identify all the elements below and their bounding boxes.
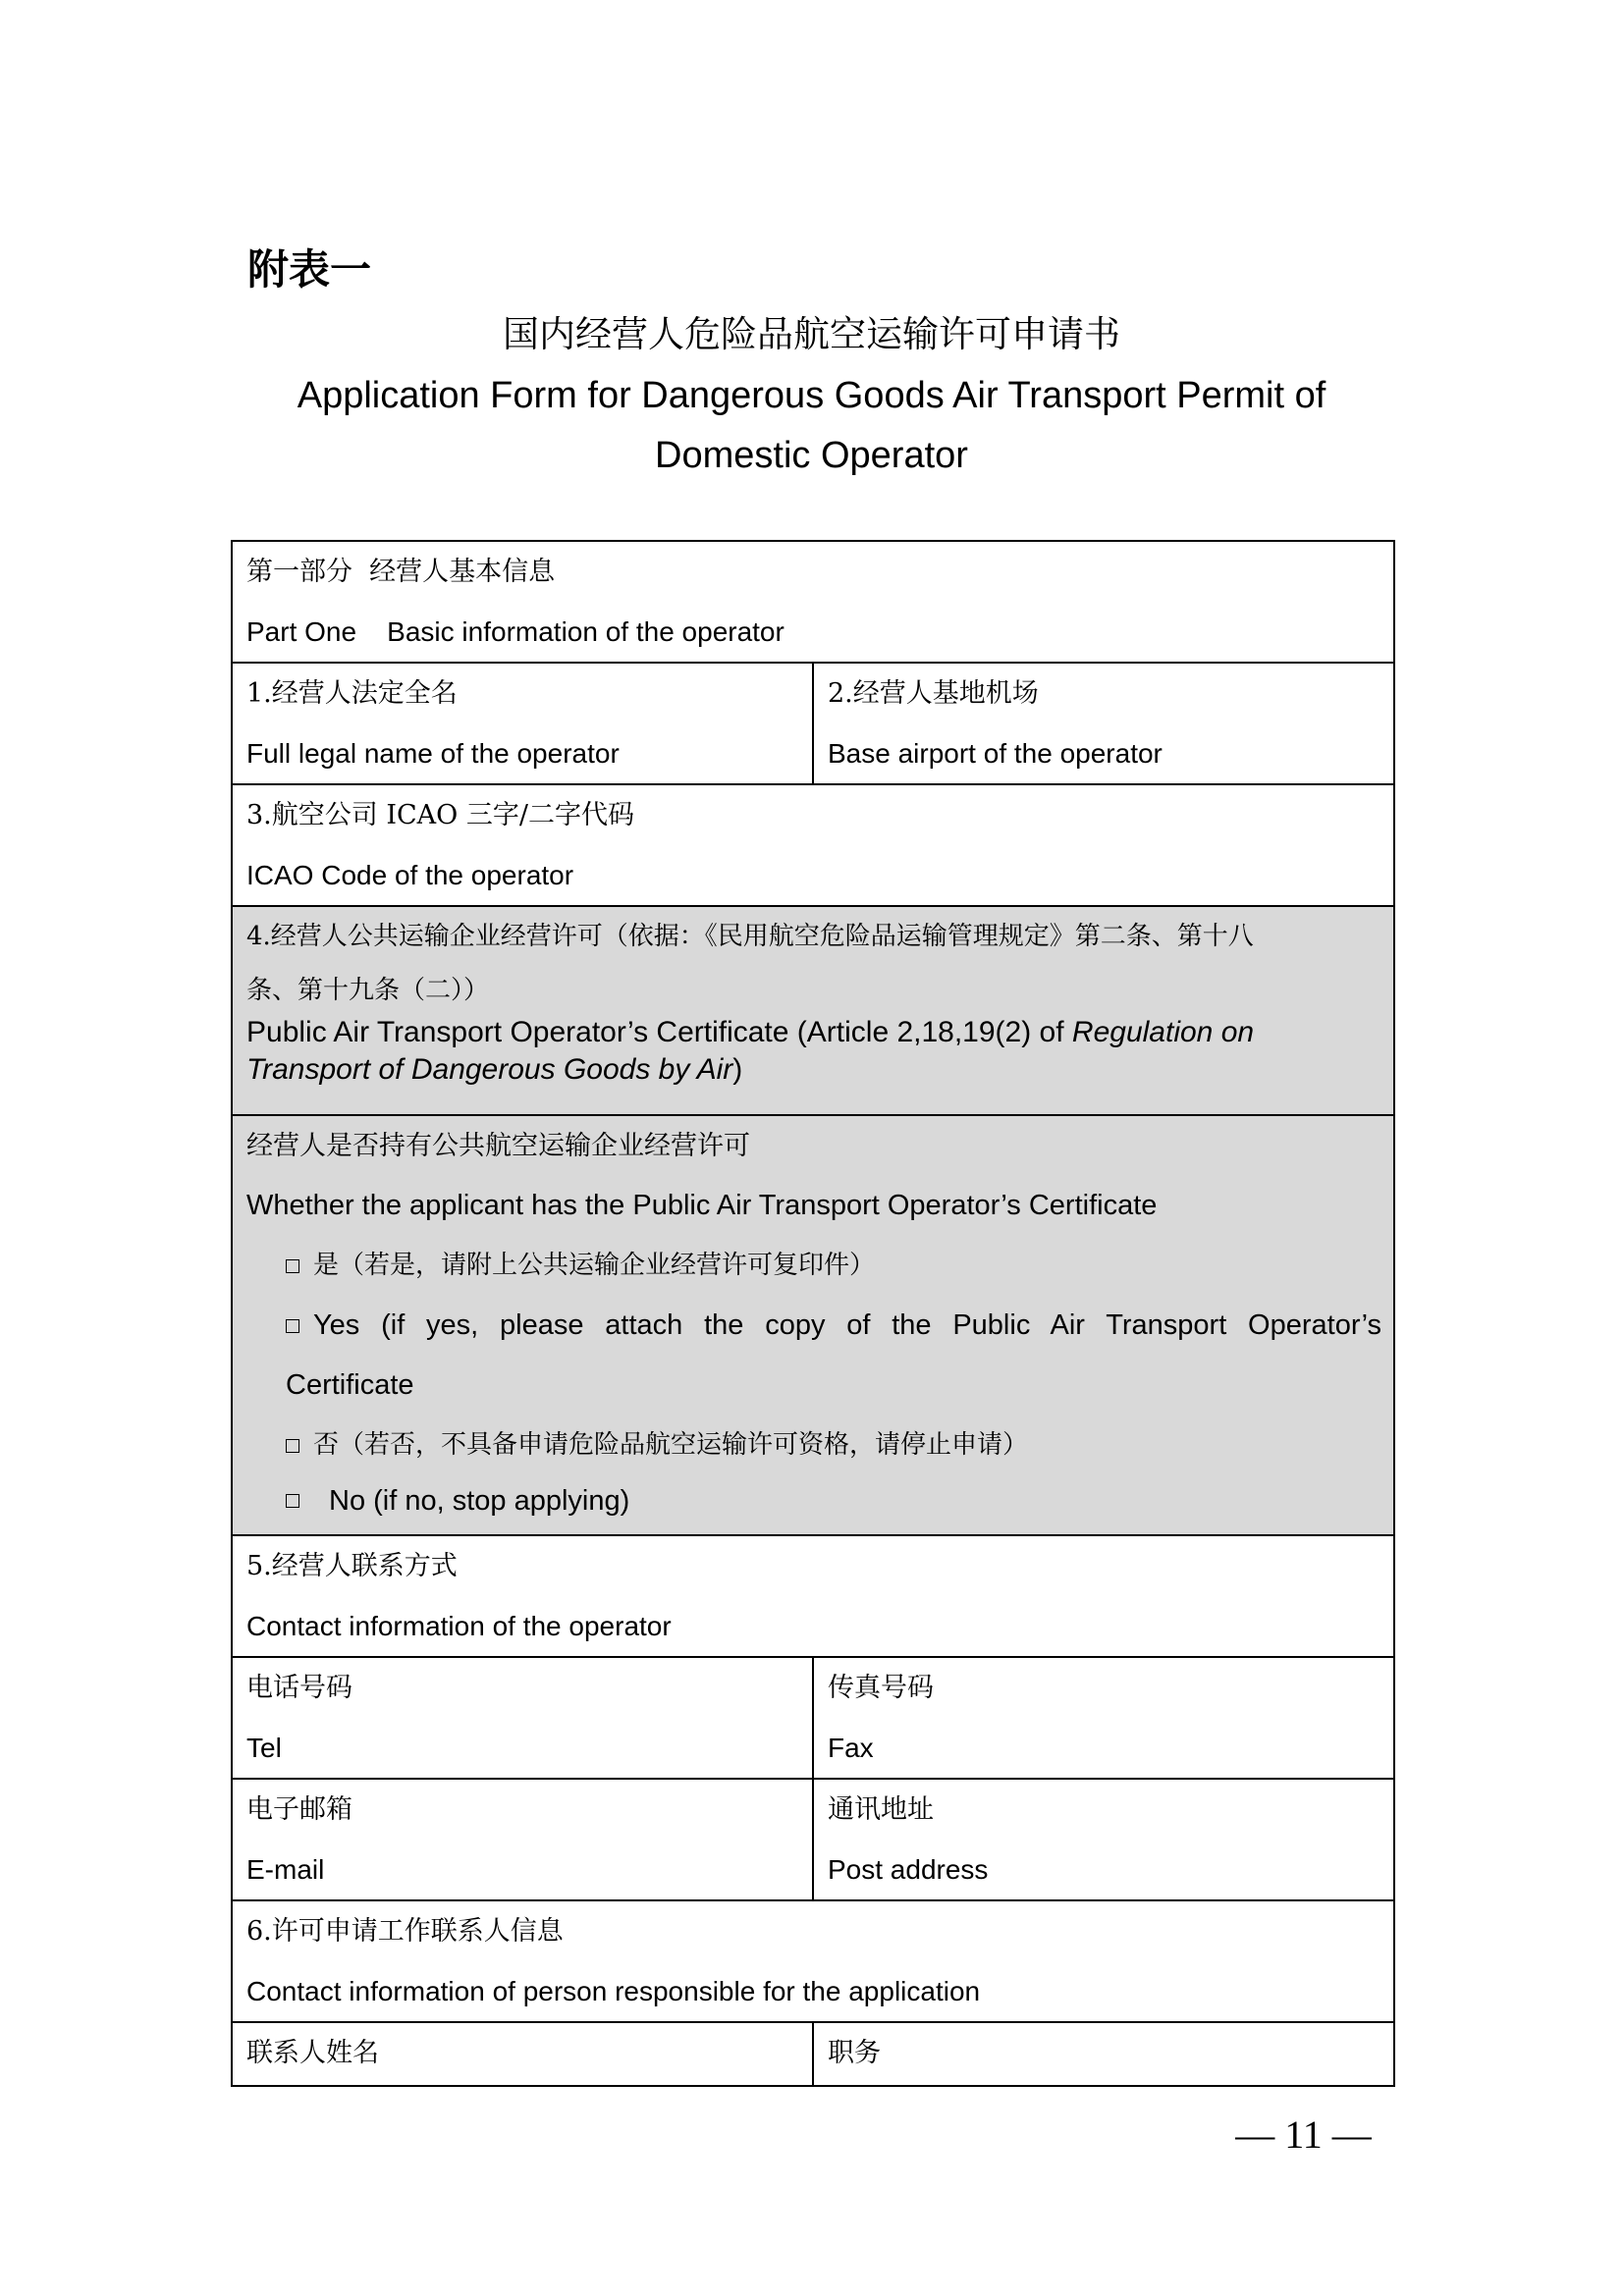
operator-contact-label-en: Contact information of the operator: [246, 1611, 672, 1641]
option-no-cn-label: 否（若否，不具备申请危险品航空运输许可资格，请停止申请）: [313, 1430, 1029, 1460]
form-row-5: [232, 1535, 1394, 1657]
form-row-4-question: [232, 1115, 1394, 1535]
operator-contact-header-cell: [232, 1535, 1394, 1657]
base-airport-label-en: Base airport of the operator: [828, 738, 1163, 769]
part-one-header-cell: [232, 541, 1394, 663]
checkbox-no-en[interactable]: [286, 1494, 299, 1508]
certificate-label-cn-line1: 4.经营人公共运输企业经营许可（依据：《民用航空危险品运输管理规定》第二条、第十八: [246, 922, 1254, 951]
checkbox-yes-cn[interactable]: [286, 1259, 299, 1273]
form-row-1-2: [232, 663, 1394, 784]
checkbox-no-cn[interactable]: [286, 1439, 299, 1453]
form-title-en-line2: Domestic Operator: [655, 435, 968, 476]
email-label-en: E-mail: [246, 1854, 325, 1885]
option-yes-cn-label: 是（若是，请附上公共运输企业经营许可复印件）: [313, 1251, 876, 1280]
post-address-label-cn: 通讯地址: [828, 1794, 934, 1825]
post-address-field[interactable]: [813, 1779, 1394, 1900]
base-airport-field[interactable]: [813, 663, 1394, 784]
tel-label-cn: 电话号码: [246, 1673, 352, 1703]
checkbox-yes-en[interactable]: [286, 1319, 299, 1333]
operator-legal-name-field[interactable]: [232, 663, 813, 784]
position-field[interactable]: [813, 2022, 1394, 2086]
application-contact-label-cn: 6.许可申请工作联系人信息: [246, 1916, 564, 1947]
tel-label-en: Tel: [246, 1733, 282, 1763]
icao-code-label-cn: 3.航空公司 ICAO 三字/二字代码: [246, 800, 634, 830]
certificate-label-en: [246, 1014, 1381, 1089]
operator-contact-label-cn: 5.经营人联系方式: [246, 1551, 458, 1581]
icao-code-label-en: ICAO Code of the operator: [246, 860, 574, 890]
page-number: — 11 —: [1235, 2112, 1372, 2157]
form-title-en-line1: Application Form for Dangerous Goods Air Transport Permit of: [297, 375, 1326, 416]
email-field[interactable]: [232, 1779, 813, 1900]
option-no-en-label: No (if no, stop applying): [329, 1485, 630, 1517]
certificate-question-cell: [232, 1115, 1394, 1535]
form-row-contact-name-position: [232, 2022, 1394, 2086]
fax-label-en: Fax: [828, 1733, 874, 1763]
part-one-header-row: [232, 541, 1394, 663]
application-contact-header-cell: [232, 1900, 1394, 2022]
certificate-question-en: Whether the applicant has the Public Air Transport Operator’s Certificate: [246, 1190, 1158, 1221]
part-one-title-en: Part One Basic information of the operator: [246, 616, 784, 647]
option-yes-en[interactable]: [246, 1296, 1381, 1356]
form-row-6: [232, 1900, 1394, 2022]
certificate-label-cn-line2: 条、第十九条（二））: [246, 976, 490, 1005]
fax-field[interactable]: [813, 1657, 1394, 1779]
base-airport-label-cn: 2.经营人基地机场: [828, 678, 1039, 709]
icao-code-field[interactable]: [232, 784, 1394, 906]
form-row-email-address: [232, 1779, 1394, 1900]
application-contact-label-en: Contact information of person responsible for the application: [246, 1976, 981, 2006]
attachment-label: 附表一: [247, 245, 372, 294]
application-form-table: [231, 540, 1395, 2087]
certificate-label-en-suffix: ): [732, 1053, 743, 1086]
form-row-3: [232, 784, 1394, 906]
part-one-title-cn: 第一部分 经营人基本信息: [246, 557, 556, 587]
form-title-cn: 国内经营人危险品航空运输许可申请书: [503, 313, 1120, 355]
option-yes-en-label: Yes (if yes, please attach the copy of the Public Air Transport Operator’s: [313, 1309, 1381, 1341]
regulation-title-part2: Transport of Dangerous Goods by Air: [246, 1053, 733, 1086]
form-row-4: [232, 906, 1394, 1115]
regulation-title-part1: Regulation on: [1071, 1016, 1255, 1048]
contact-name-label-cn: 联系人姓名: [246, 2038, 379, 2068]
operator-legal-name-label-cn: 1.经营人法定全名: [246, 678, 458, 709]
post-address-label-en: Post address: [828, 1854, 989, 1885]
form-row-tel-fax: [232, 1657, 1394, 1779]
option-yes-en-label-cont: Certificate: [286, 1369, 414, 1401]
certificate-label-en-prefix: Public Air Transport Operator’s Certificate (Article 2,18,19(2) of: [246, 1016, 1072, 1048]
contact-name-field[interactable]: [232, 2022, 813, 2086]
option-yes-cn[interactable]: [246, 1236, 1381, 1296]
position-label-cn: 职务: [828, 2038, 881, 2068]
email-label-cn: 电子邮箱: [246, 1794, 352, 1825]
certificate-question-cn: 经营人是否持有公共航空运输企业经营许可: [246, 1131, 750, 1161]
option-no-cn[interactable]: [246, 1415, 1381, 1475]
operator-certificate-header-cell: [232, 906, 1394, 1115]
option-no-en[interactable]: [246, 1475, 1381, 1526]
operator-legal-name-label-en: Full legal name of the operator: [246, 738, 620, 769]
tel-field[interactable]: [232, 1657, 813, 1779]
fax-label-cn: 传真号码: [828, 1673, 934, 1703]
